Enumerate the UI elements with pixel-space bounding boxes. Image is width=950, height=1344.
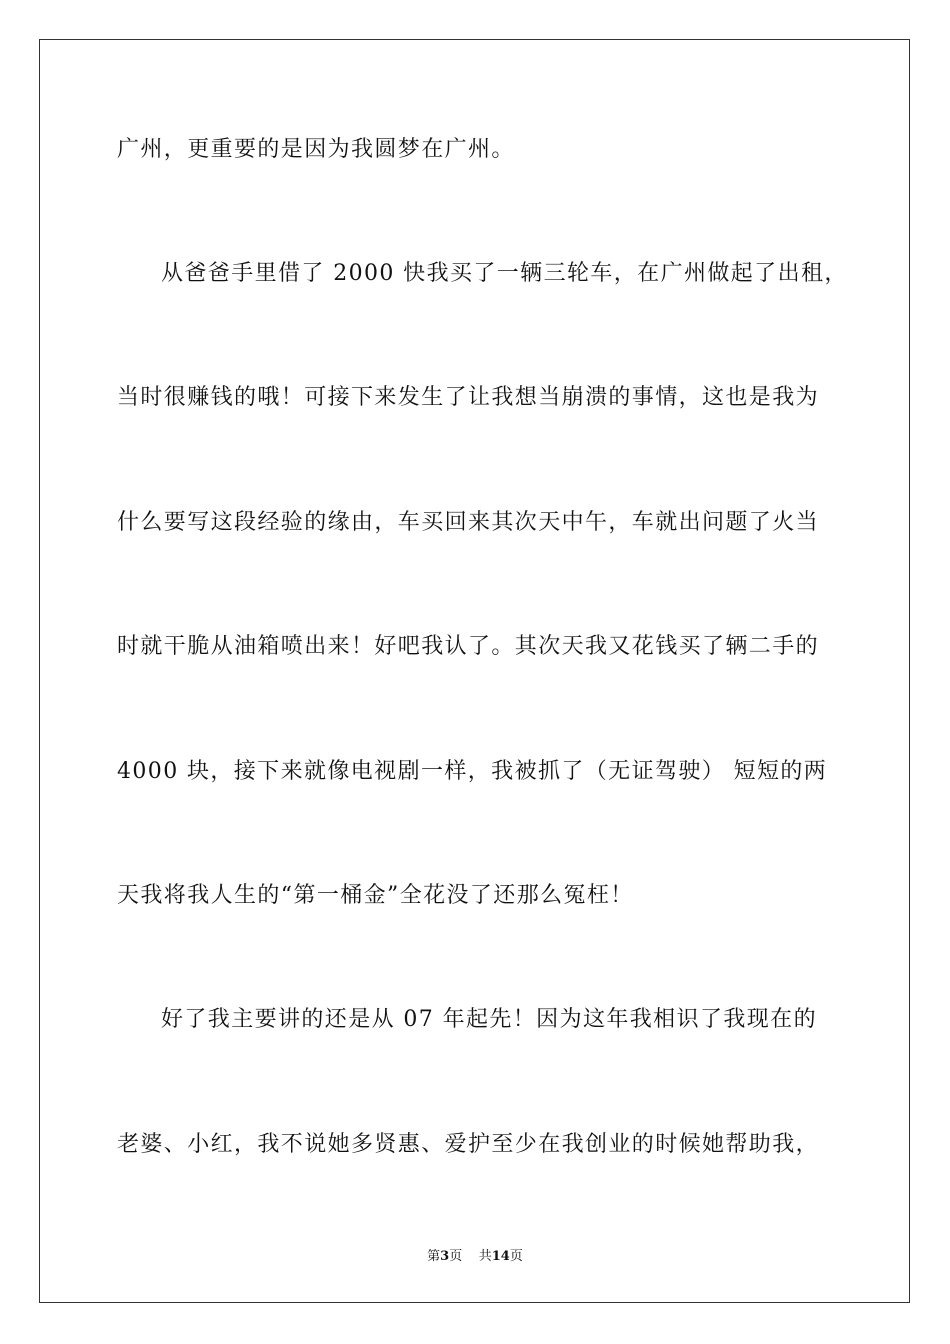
paragraph-start-line: 从爸爸手里借了 2000 快我买了一辆三轮车，在广州做起了出租，: [161, 261, 848, 286]
page-border: [39, 39, 910, 1303]
text-line: 广州，更重要的是因为我圆梦在广州。: [117, 137, 515, 162]
page-footer: [0, 1248, 950, 1266]
text-line: 4000 块，接下来就像电视剧一样，我被抓了（无证驾驶） 短短的两: [117, 759, 828, 784]
footer-page-prefix: 第: [427, 1249, 441, 1264]
footer-total-suffix: 页: [509, 1249, 523, 1264]
footer-page-suffix: 页: [449, 1249, 463, 1264]
text-line: 天我将我人生的“第一桶金”全花没了还那么冤枉！: [117, 883, 634, 908]
footer-page-current: 3: [440, 1249, 450, 1264]
text-line: 时就干脆从油箱喷出来！好吧我认了。其次天我又花钱买了辆二手的: [117, 634, 820, 659]
text-line: 什么要写这段经验的缘由，车买回来其次天中午，车就出问题了火当: [117, 510, 820, 535]
text-line: 老婆、小红，我不说她多贤惠、爱护至少在我创业的时候她帮助我，: [117, 1132, 820, 1157]
text-line: 当时很赚钱的哦！可接下来发生了让我想当崩溃的事情，这也是我为: [117, 385, 820, 410]
footer-page-total: 14: [491, 1249, 510, 1264]
footer-total-prefix: 共: [478, 1249, 492, 1264]
paragraph-start-line: 好了我主要讲的还是从 07 年起先！因为这年我相识了我现在的: [161, 1007, 817, 1032]
